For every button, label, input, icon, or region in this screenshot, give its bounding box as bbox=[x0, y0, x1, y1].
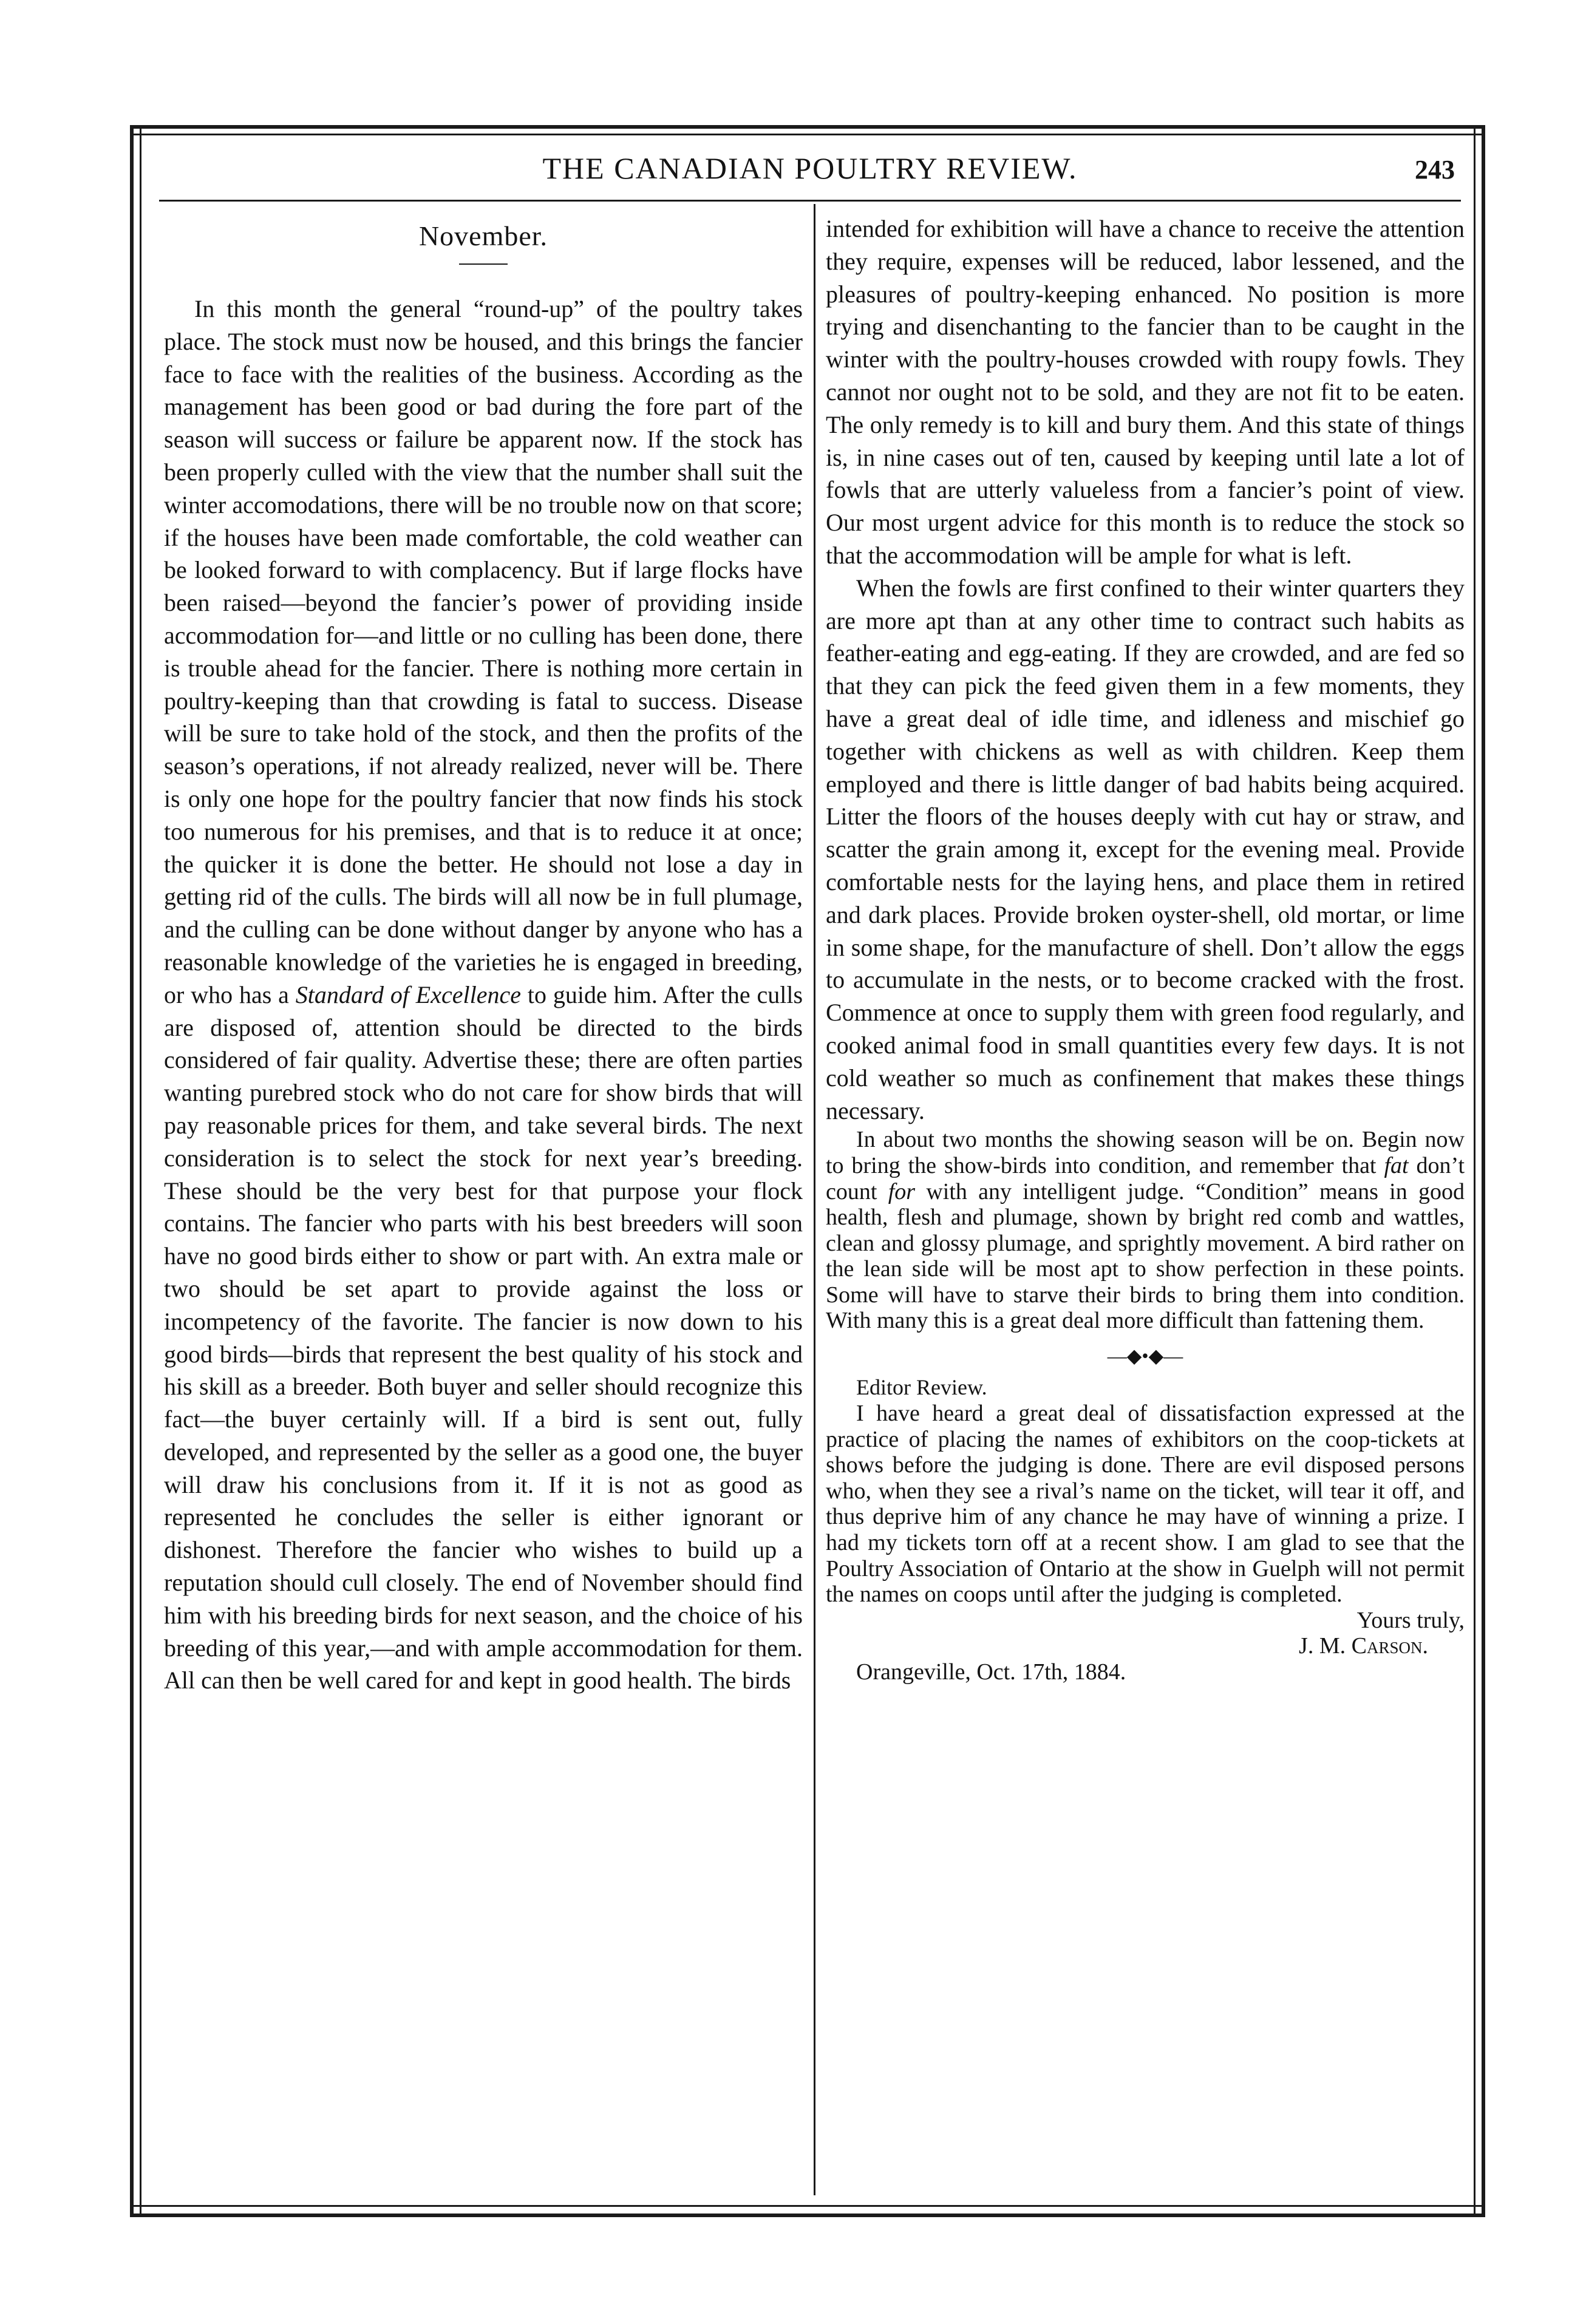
dense-block bbox=[826, 1127, 1465, 1685]
left-column bbox=[164, 212, 803, 1697]
article-paragraph-3 bbox=[826, 1127, 1465, 1334]
header-rule bbox=[159, 200, 1461, 202]
frame-rule-right bbox=[1482, 125, 1485, 2217]
emphasis-for: for bbox=[888, 1178, 916, 1204]
paragraph-3-text-b: don’t count bbox=[826, 1152, 1465, 1204]
right-column bbox=[826, 212, 1465, 1685]
title-rule bbox=[459, 263, 508, 265]
frame-rule-right-inner bbox=[1474, 125, 1475, 2217]
letter-dateline: Orangeville, Oct. 17th, 1884. bbox=[856, 1659, 1126, 1685]
frame-rule-left-inner bbox=[140, 125, 141, 2217]
article-paragraph-1-continued: intended for exhibition will have a chance to receive the attention they require, expenses will be reduced, labor lessened, and the pleasures of poultry-keeping enhanced. No position is more trying and disenchanting to the fancier than to be caught in the winter with the poultry-houses crowded with roupy fowls. They cannot nor ought not to be sold, and they are not fit to be eaten. The only remedy is to kill and bury them. And this state of things is, in nine cases out of ten, caused by keeping until late a lot of fowls that are utterly valueless from a fancier’s point of view. Our most urgent advice for this month is to reduce the stock so that the accommodation will be ample for what is left. bbox=[826, 215, 1465, 569]
frame-rule-left bbox=[130, 125, 134, 2217]
article-paragraph-1 bbox=[164, 293, 803, 1697]
frame-rule-top bbox=[130, 125, 1485, 129]
paragraph-3-text-c: with any intelligent judge. “Condition” means in good health, flesh and plumage, shown by bright red comb and wattles, clean and glossy plumage, and sprightly movement. A bird rather on the lean side will be most apt to show perfection in these points. Some will have to starve their birds to bring them into condition. With many this is a great deal more difficult than fattening them. bbox=[826, 1178, 1465, 1334]
frame-rule-top-inner bbox=[130, 134, 1485, 135]
journal-title: THE CANADIAN POULTRY REVIEW. bbox=[542, 151, 1078, 185]
paragraph-3-text-a: In about two months the showing season will be on. Begin now to bring the show-birds into condition, and remember that bbox=[826, 1127, 1465, 1178]
section-ornament: —◆•◆— bbox=[1107, 1345, 1183, 1367]
paragraph-1-text-b: to guide him. After the culls are disposed of, attention should be directed to the birds considered of fair quality. Advertise these; there are often parties wanting purebred stock who do not care for show birds that will pay reasonable prices for them, and take several birds. The next consideration is to select the stock for next year’s breeding. These should be the very best for that purpose your flock contains. The fancier who parts with his best breeders will soon have no good birds either to show or part with. An extra male or two should be set apart to provide against the loss or incompetency of the favorite. The fancier is now down to his good birds—birds that represent the best quality of his stock and his skill as a breeder. Both buyer and seller should recognize this fact—the buyer certainly will. If a bird is sent out, fully developed, and represented by the seller as a good one, the buyer will draw his conclusions from it. If it is not as good as represented he concludes the seller is either ignorant or dishonest. Therefore the fancier who wishes to build up a reputation should cull closely. The end of November should find him with his breeding birds for next season, and the choice of his breeding of this year,—and with ample accommodation for them. All can then be well cared for and kept in good health. The birds bbox=[164, 980, 803, 1694]
book-title-standard-of-excellence: Standard of Excellence bbox=[295, 980, 521, 1008]
paragraph-1-text-a: In this month the general “round-up” of the poultry takes place. The stock must now be housed, and this brings the fancier face to face with the realities of the business. According as the management has been good or bad during the fore part of the season will success or failure be apparent now. If the stock has been properly culled with the view that the number shall suit the winter accomodations, there will be no trouble now on that score; if the houses have been made comfortable, the cold weather can be looked forward to with complacency. But if large flocks have been raised—beyond the fancier’s power of providing inside accommodation for—and little or no culling has been done, there is trouble ahead for the fancier. There is nothing more certain in poultry-keeping than that crowding is fatal to success. Disease will be sure to take hold of the stock, and then the profits of the season’s operations, if not already realized, never will be. There is only one hope for the poultry fancier that now finds his stock too numerous for his premises, and that is to reduce it at once; the quicker it is done the better. He should not lose a day in getting rid of the culls. The birds will all now be in full plumage, and the culling can be done without danger by anyone who has a reasonable knowledge of the varieties he is engaged in breeding, or who has a bbox=[164, 295, 803, 1008]
frame-rule-bottom bbox=[130, 2214, 1485, 2217]
letter-heading: Editor Review. bbox=[856, 1375, 987, 1400]
letter-signature: J. M. Carson. bbox=[1299, 1633, 1428, 1659]
article-paragraph-2: When the fowls are first confined to their winter quarters they are more apt than at any other time to contract such habits as feather-eating and egg-eating. If they are crowded, and are fed so that they can pick the feed given them in a few moments, they have a great deal of idle time, and idleness and mischief go together with chickens as well as with children. Keep them employed and there is little danger of bad habits being acquired. Litter the floors of the houses deeply with cut hay or straw, and scatter the grain among it, except for the evening meal. Provide comfortable nests for the laying hens, and place them in retired and dark places. Provide broken oyster-shell, old mortar, or lime in some shape, for the manufacture of shell. Don’t allow the eggs to accumulate in the nests, or to become cracked with the frost. Commence at once to supply them with green food regularly, and cooked animal food in small quantities every few days. It is not cold weather so much as confinement that makes these things necessary. bbox=[826, 574, 1465, 1124]
article-title: November. bbox=[418, 220, 548, 251]
frame-rule-bottom-inner bbox=[130, 2205, 1485, 2207]
page-number: 243 bbox=[1415, 155, 1455, 185]
emphasis-fat: fat bbox=[1384, 1152, 1409, 1178]
running-header bbox=[159, 142, 1461, 197]
letter-body: I have heard a great deal of dissatisfaction expressed at the practice of placing the names of exhibitors on the coop-tickets at shows before the judging is done. There are evil disposed persons who, when they see a rival’s name on the ticket, will tear it off, and thus deprive him of any chance he may have of winning a prize. I had my tickets torn off at a recent show. I am glad to see that the Poultry Association of Ontario at the show in Guelph will not permit the names on coops until after the judging is completed. bbox=[826, 1401, 1465, 1608]
column-divider bbox=[814, 204, 815, 2195]
letter-closing: Yours truly, bbox=[1356, 1607, 1465, 1633]
